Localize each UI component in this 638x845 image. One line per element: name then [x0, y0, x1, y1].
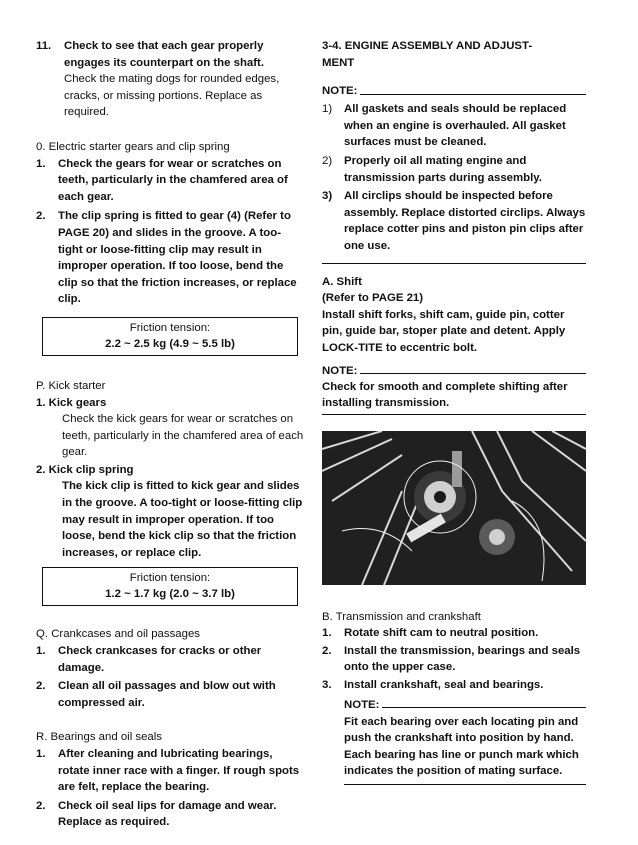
left-column — [36, 34, 304, 831]
note-header — [322, 83, 586, 99]
section-b-note — [322, 697, 586, 785]
right-column — [322, 34, 586, 785]
note-rule — [382, 707, 586, 708]
note-label: NOTE: — [322, 85, 358, 98]
divider — [322, 263, 586, 264]
note-rule — [360, 373, 586, 374]
item-number: 2. — [36, 210, 46, 223]
friction-value: 2.2 ~ 2.5 kg (4.9 ~ 5.5 lb) — [105, 337, 235, 350]
note-item-2 — [322, 153, 586, 186]
note-header — [344, 697, 586, 713]
item-number: 3. — [322, 679, 332, 692]
step-11-detail: Check the mating dogs for rounded edges, cracks, or missing portions. Replace as required. — [64, 73, 280, 119]
divider — [322, 414, 586, 415]
item-text: Clean all oil passages and blow out with compressed air. — [58, 680, 276, 709]
section-o-item-2 — [36, 208, 304, 308]
section-a-title: A. Shift — [322, 275, 362, 288]
section-o-title: 0. Electric starter gears and clip spring — [36, 140, 230, 153]
section-r-item-2 — [36, 798, 304, 831]
section-b-item-2 — [322, 643, 586, 676]
item-number: 2) — [322, 154, 333, 167]
friction-label: Friction tension: — [129, 572, 211, 585]
item-number: 1. — [36, 748, 46, 760]
friction-label: Friction tension: — [129, 321, 211, 334]
item-text: Install the transmission, bearings and seals onto the upper case. — [344, 644, 581, 674]
section-b-title: B. Transmission and crankshaft — [322, 610, 481, 623]
item-text: Check crankcases for cracks or other damage. — [58, 645, 262, 674]
item-number: 2. — [322, 644, 332, 657]
item-number: 1. — [322, 627, 332, 640]
item-number: 2. — [36, 799, 46, 812]
item-number: 1) — [322, 103, 333, 116]
step-number: 11. — [36, 40, 52, 52]
item-text: Install crankshaft, seal and bearings. — [344, 679, 544, 692]
item-text: All circlips should be inspected before assembly. Replace distorted circlips. Always replace cotter pins and piston pin clips after one use. — [344, 190, 586, 252]
friction-value: 1.2 ~ 1.7 kg (2.0 ~ 3.7 lb) — [105, 588, 235, 601]
note-item-1 — [322, 101, 586, 151]
section-q-item-1 — [36, 643, 304, 676]
kick-clip-text: The kick clip is fitted to kick gear and slides in the groove. A too-tight or loose-fitting clip may result in improper operation. If too loose, bend the kick clip so that the friction increases, or replace clip. — [62, 480, 303, 559]
section-p-title: P. Kick starter — [36, 379, 106, 392]
kick-friction-tension-box — [42, 567, 298, 606]
note-label: NOTE: — [344, 698, 380, 711]
item-number: 2. — [36, 680, 46, 693]
step-11 — [36, 38, 304, 121]
item-text: Rotate shift cam to neutral position. — [344, 627, 539, 640]
kick-gears-text: Check the kick gears for wear or scratches on teeth, particularly in the chamfered area of each gear. — [62, 413, 304, 459]
item-number: 3) — [322, 190, 333, 203]
item-text: All gaskets and seals should be replaced when an engine is overhauled. All gasket surfaces must be cleaned. — [344, 103, 567, 149]
section-q-title: Q. Crankcases and oil passages — [36, 628, 200, 641]
section-heading: 3-4. ENGINE ASSEMBLY AND ADJUST- MENT — [322, 40, 533, 69]
item-text: After cleaning and lubricating bearings, rotate inner race with a finger. If rough spots are felt, replace the bearing. — [58, 748, 300, 794]
section-b-item-1 — [322, 625, 586, 642]
section-b-note-text: Fit each bearing over each locating pin and push the crankshaft into position by hand. Each bearing has line or punch mark which indicates the position of mating surface. — [344, 715, 579, 778]
step-11-text: Check to see that each gear properly engages its counterpart on the shaft. — [64, 40, 264, 69]
item-number: 1. — [36, 157, 46, 170]
item-number: 1. — [36, 645, 46, 658]
item-text: Check oil seal lips for damage and wear. Replace as required. — [58, 799, 277, 829]
section-a-note-text: Check for smooth and complete shifting after installing transmission. — [322, 380, 568, 410]
kick-gears-title: 1. Kick gears — [36, 396, 107, 409]
note-header — [322, 363, 586, 379]
engine-photo-image — [322, 431, 586, 585]
kick-clip-title: 2. Kick clip spring — [36, 463, 134, 476]
item-text: Check the gears for wear or scratches on teeth, particularly in the chamfered area of each gear. — [58, 157, 288, 203]
section-a-ref: (Refer to PAGE 21) — [322, 292, 424, 305]
note-label: NOTE: — [322, 364, 358, 377]
item-text: Properly oil all mating engine and transmission parts during assembly. — [344, 154, 542, 184]
section-o-item-1 — [36, 156, 304, 206]
friction-tension-box — [42, 317, 298, 356]
section-r-item-1 — [36, 746, 304, 796]
section-a-text: Install shift forks, shift cam, guide pin, cotter pin, guide bar, stoper plate and detent. Apply LOCK-TITE to eccentric bolt. — [322, 308, 566, 354]
item-text: The clip spring is fitted to gear (4) (Refer to PAGE 20) and slides in the groove. A too-tight or loose-fitting clip may result in improper operation. If too loose, bend the clip so that the friction increases, or replace clip. — [58, 210, 297, 306]
note-rule — [360, 94, 586, 95]
divider — [344, 784, 586, 785]
section-q-item-2 — [36, 678, 304, 711]
section-r-title: R. Bearings and oil seals — [36, 731, 162, 744]
engine-photo — [322, 431, 586, 585]
section-b-item-3 — [322, 677, 586, 694]
note-item-3 — [322, 188, 586, 254]
